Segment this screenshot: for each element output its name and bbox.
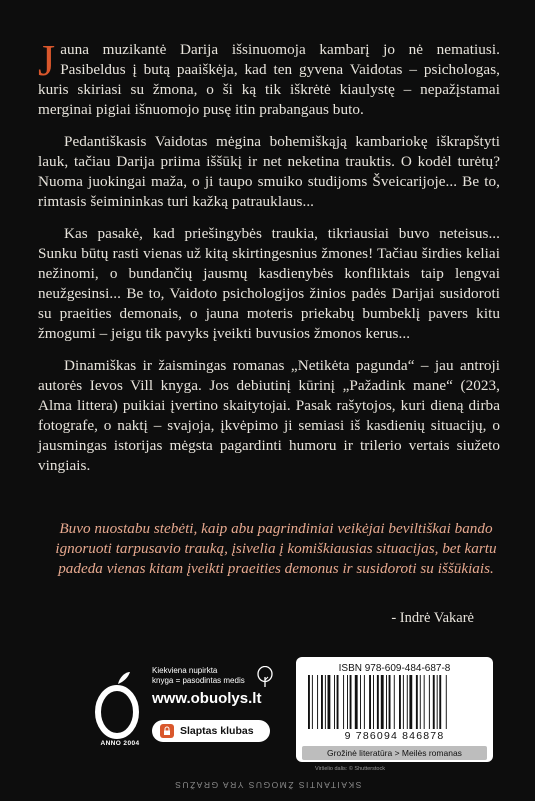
blurb-paragraph-4: Dinamiškas ir žaismingas romanas „Netikėta pagunda“ – jau antroji autorės Ievos Vill knyga. Jos debiutinį kūrinį „Pažadink mane“ (2023, Alma littera) puikiai įvertino skaitytojai. Pasak rašytojos, kuri dieną dirba fotografe, o naktį – svajoja, įkvėpimo ji semiasi iš kasdienių situacijų, o jausmingas istorijas mėgsta pagardinti humoru ir trilerio vertais siužeto vingiais. <box>38 357 500 474</box>
pledge-line-2: knyga = pasodintas medis <box>152 676 245 685</box>
drop-cap: J <box>38 36 56 85</box>
lock-icon <box>160 724 174 738</box>
publisher-block <box>92 660 282 760</box>
isbn-text: ISBN 978-609-484-687-8 <box>338 663 451 674</box>
blurb-paragraph-1 <box>38 36 500 120</box>
secret-club-button[interactable] <box>152 720 270 742</box>
blurb-paragraph-1-text: auna muzikantė Darija išsinuomoja kambarį jo nė nematiusi. Pasibeldus į butą paaiškėja, kad ten gyvena Vaidotas – psichologas, kuris skiriasi su žmona, o ši ką tik iškrėtė kiaulystę – nepažįstamai merginai pigiai išnuomojo pusę itin prabangaus buto. <box>38 41 500 118</box>
slogan: SKAITANTIS ŽMOGUS YRA GRAŽUS <box>173 780 362 790</box>
review-quote: Buvo nuostabu stebėti, kaip abu pagrindiniai veikėjai beviltiškai bando ignoruoti tarpusavio trauką, įsivelia į komiškiausias situacijas, bet kartu padeda vienas kitam įveikti praeities demonus ir susidoroti su iššūkiais. <box>55 520 497 577</box>
tree-pledge <box>152 666 245 686</box>
blurb-paragraph-3: Kas pasakė, kad priešingybės traukia, tikriausiai buvo neteisus... Sunku būtų rasti vienas už kitą skirtingesnius žmones! Tačiau širdies keliai nežinomi, o bundančių jausmų kasdienybės konfliktais taip lengvai neužgesinsi... Be to, Vaidoto psichologijos žinios padės Darijai susidoroti su praeities demonais, o jauna moteris priekabų bumbeklį pavers kitu žmogumi – jeigu tik pavyks įveikti buvusios žmonos kerus... <box>38 225 500 342</box>
anno-label: ANNO 2004 <box>100 740 140 747</box>
barcode-panel <box>296 657 493 762</box>
quote-author: - Indrė Vakarė <box>391 610 474 626</box>
blurb-paragraph-2: Pedantiškasis Vaidotas mėgina bohemiškąją kambariokę iškrapštyti lauk, tačiau Darija priima iššūkį ir net neketina trauktis. O kodėl turėtų? Nuoma juokingai maža, o ji taupo smuiko studijoms Šveicarijoje... Be to, rimtasis šeimininkas turi kažką patrauklaus... <box>38 133 500 210</box>
ean-number: 9 786094 846878 <box>344 730 445 742</box>
club-label: Slaptas klubas <box>180 725 254 737</box>
barcode-icon <box>306 675 484 731</box>
obuolys-logo-icon <box>92 668 142 740</box>
genre-label: Grožinė literatūra > Meilės romanas <box>302 746 487 760</box>
image-credit: Viršelio dalis: © Shutterstock <box>315 766 385 772</box>
pledge-line-1: Kiekviena nupirkta <box>152 666 218 675</box>
publisher-website[interactable]: www.obuolys.lt <box>152 690 262 707</box>
blurb <box>38 36 500 488</box>
tree-icon <box>256 666 274 688</box>
